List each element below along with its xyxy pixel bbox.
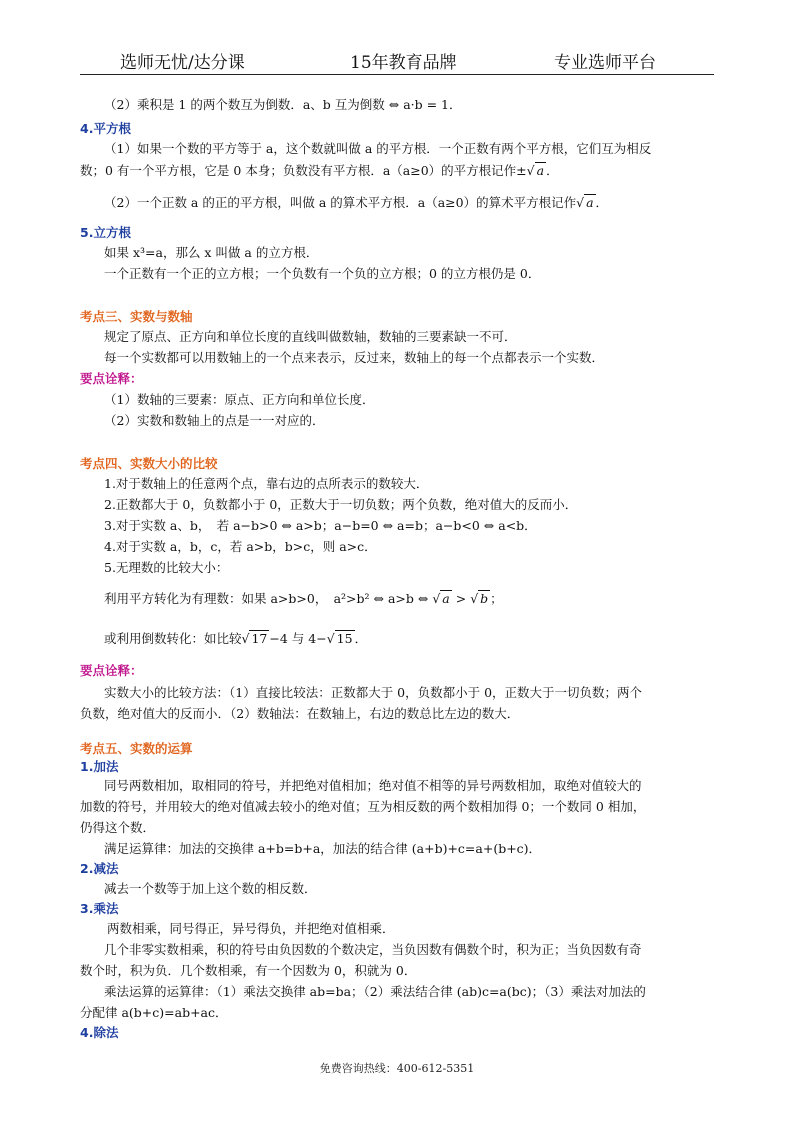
paragraph-line: 4.对于实数 a，b，c，若 a>b，b>c，则 a>c． bbox=[104, 539, 377, 554]
text-run: 或利用倒数转化：如比较 bbox=[104, 631, 242, 646]
paragraph-line: 同号两数相加，取相同的符号，并把绝对值相加；绝对值不相等的异号两数相加，取绝对值较大的 bbox=[104, 778, 642, 793]
reciprocal-line: （2）乘积是 1 的两个数互为倒数．a、b 互为倒数 ⇔ a·b = 1． bbox=[104, 97, 462, 112]
header-rule bbox=[80, 74, 714, 75]
sqrt-symbol: √ 15 bbox=[326, 631, 353, 646]
subheading-addition: 1.加法 bbox=[80, 759, 119, 774]
radicand: a bbox=[536, 163, 545, 178]
paragraph-line: 规定了原点、正方向和单位长度的直线叫做数轴，数轴的三要素缺一不可． bbox=[104, 329, 517, 344]
header-slogan: 15年教育品牌 bbox=[350, 53, 457, 73]
paragraph-line: 3.对于实数 a、b， 若 a−b>0 ⇔ a>b；a−b=0 ⇔ a=b；a−b<0 ⇔ a<b． bbox=[104, 518, 537, 533]
radicand: 17 bbox=[251, 631, 268, 646]
radicand: a bbox=[442, 591, 450, 606]
text-run: > bbox=[455, 591, 467, 606]
paragraph-line: 满足运算律：加法的交换律 a+b=b+a，加法的结合律 (a+b)+c=a+(b+c)． bbox=[104, 841, 542, 856]
text-run: 数；0 有一个平方根，它是 0 本身；负数没有平方根．a（a≥0）的平方根记作± bbox=[80, 163, 527, 178]
subheading-subtraction: 2.减法 bbox=[80, 861, 119, 876]
paragraph-line: （1）如果一个数的平方等于 a，这个数就叫做 a 的平方根．一个正数有两个平方根，它们互为相反 bbox=[104, 141, 652, 156]
paragraph-line: 几个非零实数相乘，积的符号由负因数的个数决定，当负因数有偶数个时，积为正；当负因数有奇 bbox=[104, 942, 642, 957]
sqrt-symbol: √ b bbox=[470, 591, 489, 606]
paragraph-line: 如果 x³=a，那么 x 叫做 a 的立方根． bbox=[104, 245, 319, 260]
paragraph-line: 两数相乘，同号得正，异号得负，并把绝对值相乘． bbox=[107, 921, 395, 936]
header-platform: 专业选师平台 bbox=[554, 53, 656, 73]
subheading-multiplication: 3.乘法 bbox=[80, 901, 119, 916]
sqrt-symbol: √ a bbox=[526, 163, 545, 178]
radicand: 15 bbox=[336, 631, 353, 646]
topic-heading-operations: 考点五、实数的运算 bbox=[80, 741, 193, 756]
paragraph-line: 负数，绝对值大的反而小．（2）数轴法：在数轴上，右边的数总比左边的数大． bbox=[80, 706, 520, 721]
footer-hotline: 免费咨询热线：400-612-5351 bbox=[319, 1062, 475, 1075]
paragraph-line: 实数大小的比较方法：（1）直接比较法：正数都大于 0，负数都小于 0，正数大于一切负数；两个 bbox=[104, 685, 643, 700]
paragraph-line: 数个时，积为负．几个数相乘，有一个因数为 0，积就为 0． bbox=[80, 963, 417, 978]
sqrt-symbol: √ a bbox=[576, 195, 594, 210]
text-run: −4 与 4− bbox=[269, 631, 327, 646]
paragraph-line: 仍得这个数． bbox=[80, 820, 156, 835]
paragraph-line: 减去一个数等于加上这个数的相反数． bbox=[104, 881, 317, 896]
text-run: ． bbox=[595, 195, 609, 210]
paragraph-line bbox=[80, 192, 738, 213]
radicand: a bbox=[586, 195, 594, 210]
paragraph-line: 每一个实数都可以用数轴上的一个点来表示，反过来，数轴上的每一个点都表示一个实数． bbox=[104, 350, 605, 365]
paragraph-line: 5.无理数的比较大小： bbox=[104, 560, 229, 575]
paragraph-line: 2.正数都大于 0，负数都小于 0，正数大于一切负数；两个负数，绝对值大的反而小． bbox=[104, 497, 578, 512]
paragraph-line: 一个正数有一个正的立方根；一个负数有一个负的立方根；0 的立方根仍是 0． bbox=[104, 266, 541, 281]
text-run: ． bbox=[546, 163, 559, 178]
text-run: （2）一个正数 a 的正的平方根，叫做 a 的算术平方根．a（a≥0）的算术平方根记作 bbox=[104, 195, 577, 210]
section-heading-square-root: 4.平方根 bbox=[80, 121, 131, 136]
paragraph-line bbox=[80, 588, 738, 609]
subheading-division: 4.除法 bbox=[80, 1025, 119, 1040]
text-run: 利用平方转化为有理数：如果 a>b>0， a²>b² ⇔ a>b ⇔ bbox=[104, 591, 429, 606]
paragraph-line bbox=[80, 628, 738, 649]
key-points-label: 要点诠释： bbox=[80, 371, 143, 386]
paragraph-line: 1.对于数轴上的任意两个点，靠右边的点所表示的数较大． bbox=[104, 476, 429, 491]
radicand: b bbox=[480, 591, 489, 606]
paragraph-line: （2）实数和数轴上的点是一一对应的． bbox=[104, 413, 325, 428]
topic-heading-comparison: 考点四、实数大小的比较 bbox=[80, 456, 218, 471]
sqrt-symbol: √ a bbox=[432, 591, 450, 606]
paragraph-line: （1）数轴的三要素：原点、正方向和单位长度． bbox=[104, 392, 375, 407]
text-run: ． bbox=[354, 631, 368, 646]
paragraph-line: 分配律 a(b+c)=ab+ac． bbox=[80, 1005, 228, 1020]
sqrt-symbol: √ 17 bbox=[241, 631, 268, 646]
paragraph-line: 加数的符号，并用较大的绝对值减去较小的绝对值；互为相反数的两个数相加得 0；一个数同 0 相加， bbox=[80, 799, 646, 814]
paragraph-line: 乘法运算的运算律：（1）乘法交换律 ab=ba；（2）乘法结合律 (ab)c=a(bc)；（3）乘法对加法的 bbox=[104, 984, 646, 999]
paragraph-line bbox=[80, 160, 714, 181]
text-run: ； bbox=[490, 591, 503, 606]
topic-heading-number-line: 考点三、实数与数轴 bbox=[80, 309, 193, 324]
key-points-label: 要点诠释： bbox=[80, 663, 143, 678]
page-header bbox=[80, 46, 714, 74]
header-brand: 选师无忧/达分课 bbox=[120, 53, 245, 73]
section-heading-cube-root: 5.立方根 bbox=[80, 225, 131, 240]
